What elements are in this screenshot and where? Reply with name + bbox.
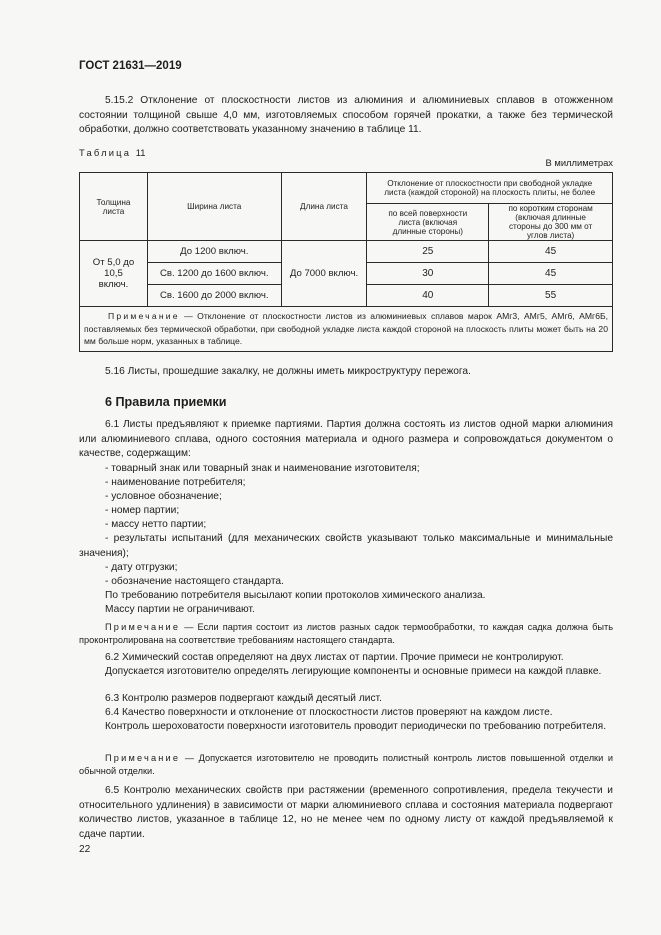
note-label: Примечание <box>108 311 180 321</box>
cell-width: Св. 1200 до 1600 включ. <box>147 263 281 285</box>
header-width: Ширина листа <box>147 173 281 241</box>
table-number: 11 <box>135 147 146 158</box>
cell-width: До 1200 включ. <box>147 241 281 263</box>
paragraph-6-2: 6.2 Химический состав определяют на двух листах от партии. Прочие примеси не контролируют. <box>105 652 564 663</box>
cell-short: 55 <box>489 285 613 307</box>
paragraph-6-1: 6.1 Листы предъявляют к приемке партиями. Партия должна состоять из листов одной марки алюминия или алюминиевого сплава, одного состояния материала и одного размера и сопровождаться документом о качестве, содержащим: <box>79 419 613 460</box>
paragraph-6-4-extra: Контроль шероховатости поверхности изготовитель проводит периодически по требованию потребителя. <box>105 721 607 732</box>
list-item: - номер партии; <box>105 505 180 516</box>
list-item: - массу нетто партии; <box>105 519 207 530</box>
paragraph-6-4: 6.4 Качество поверхности и отклонение от плоскостности листов проверяют на каждом листе. <box>105 707 553 718</box>
header-thickness: Толщина листа <box>80 173 148 241</box>
note-6-1 <box>79 621 613 648</box>
cell-thickness: От 5,0 до 10,5 включ. <box>80 241 148 307</box>
table-header-row <box>80 173 613 204</box>
header-whole-surface: по всей поверхности листа (включая длинные стороны) <box>367 204 489 241</box>
table-label: Таблица <box>79 147 132 158</box>
table-note <box>80 307 613 352</box>
cell-whole: 40 <box>367 285 489 307</box>
table-caption <box>79 147 146 158</box>
list-item: - обозначение настоящего стандарта. <box>105 576 284 587</box>
header-short-sides: по коротким сторонам (включая длинные стороны до 300 мм от углов листа) <box>489 204 613 241</box>
list-item: - условное обозначение; <box>105 491 222 502</box>
page-number: 22 <box>79 844 91 855</box>
paragraph-5-15-2: 5.15.2 Отклонение от плоскостности листов из алюминия и алюминиевых сплавов в отожженном состоянии толщиной свыше 4,0 мм, изготовляемых способом горячей прокатки, а также без термической обработки, должно соответствовать указанному значению в таблице 11. <box>79 95 613 136</box>
header-length: Длина листа <box>281 173 367 241</box>
paragraph-6-3: 6.3 Контролю размеров подвергают каждый десятый лист. <box>105 693 382 704</box>
table-note-row <box>80 307 613 352</box>
cell-short: 45 <box>489 241 613 263</box>
table-row <box>80 241 613 263</box>
cell-whole: 30 <box>367 263 489 285</box>
list-item: - наименование потребителя; <box>105 477 246 488</box>
note-text: — Если партия состоит из листов разных садок термообработки, то каждая садка должна быть проконтролирована на соответствие требованиям настоящего стандарта. <box>79 622 613 646</box>
section-6-title: 6 Правила приемки <box>105 395 227 409</box>
cell-width: Св. 1600 до 2000 включ. <box>147 285 281 307</box>
paragraph-5-16: 5.16 Листы, прошедшие закалку, не должны иметь микроструктуру пережога. <box>105 366 471 377</box>
cell-length: До 7000 включ. <box>281 241 367 307</box>
note-label: Примечание <box>105 622 181 632</box>
document-code: ГОСТ 21631—2019 <box>79 60 182 72</box>
note-6-4 <box>79 752 613 779</box>
note-text: — Допускается изготовителю не проводить полистный контроль листов повышенной отделки и обычной отделки. <box>79 753 613 777</box>
paragraph-6-2-extra: Допускается изготовителю определять легирующие компоненты и основные примеси на каждой плавке. <box>105 666 602 677</box>
list-item: - дату отгрузки; <box>105 562 178 573</box>
table-units: В миллиметрах <box>545 157 613 168</box>
paragraph-mass: Массу партии не ограничивают. <box>105 604 255 615</box>
list-item: - товарный знак или товарный знак и наименование изготовителя; <box>105 463 420 474</box>
header-deviation: Отклонение от плоскостности при свободной укладке листа (каждой стороной) на плоскость плиты, не более <box>367 173 613 204</box>
paragraph-protocols: По требованию потребителя высылают копии протоколов химического анализа. <box>105 590 486 601</box>
note-label: Примечание <box>105 753 181 763</box>
note-text: — Отклонение от плоскостности листов из алюминиевых сплавов марок АМг3, АМг5, АМг6, АМг6Б, поставляемых без термической обработки, при свободной укладке листа каждой стороной на плоскость плиты может быть на 20 мм больше норм, указанных в таблице. <box>84 311 608 347</box>
table-11 <box>79 172 613 352</box>
cell-short: 45 <box>489 263 613 285</box>
list-item-results: - результаты испытаний (для механических свойств указывают только максимальные и минимальные значения); <box>79 533 613 559</box>
cell-whole: 25 <box>367 241 489 263</box>
paragraph-6-5: 6.5 Контролю механических свойств при растяжении (временного сопротивления, предела текучести и относительного удлинения) в зависимости от марки алюминиевого сплава и состояния материала подвергают количество листов, указанное в таблице 12, но не менее чем по одному листу от каждой предъявляемой к сдаче партии. <box>79 785 613 840</box>
